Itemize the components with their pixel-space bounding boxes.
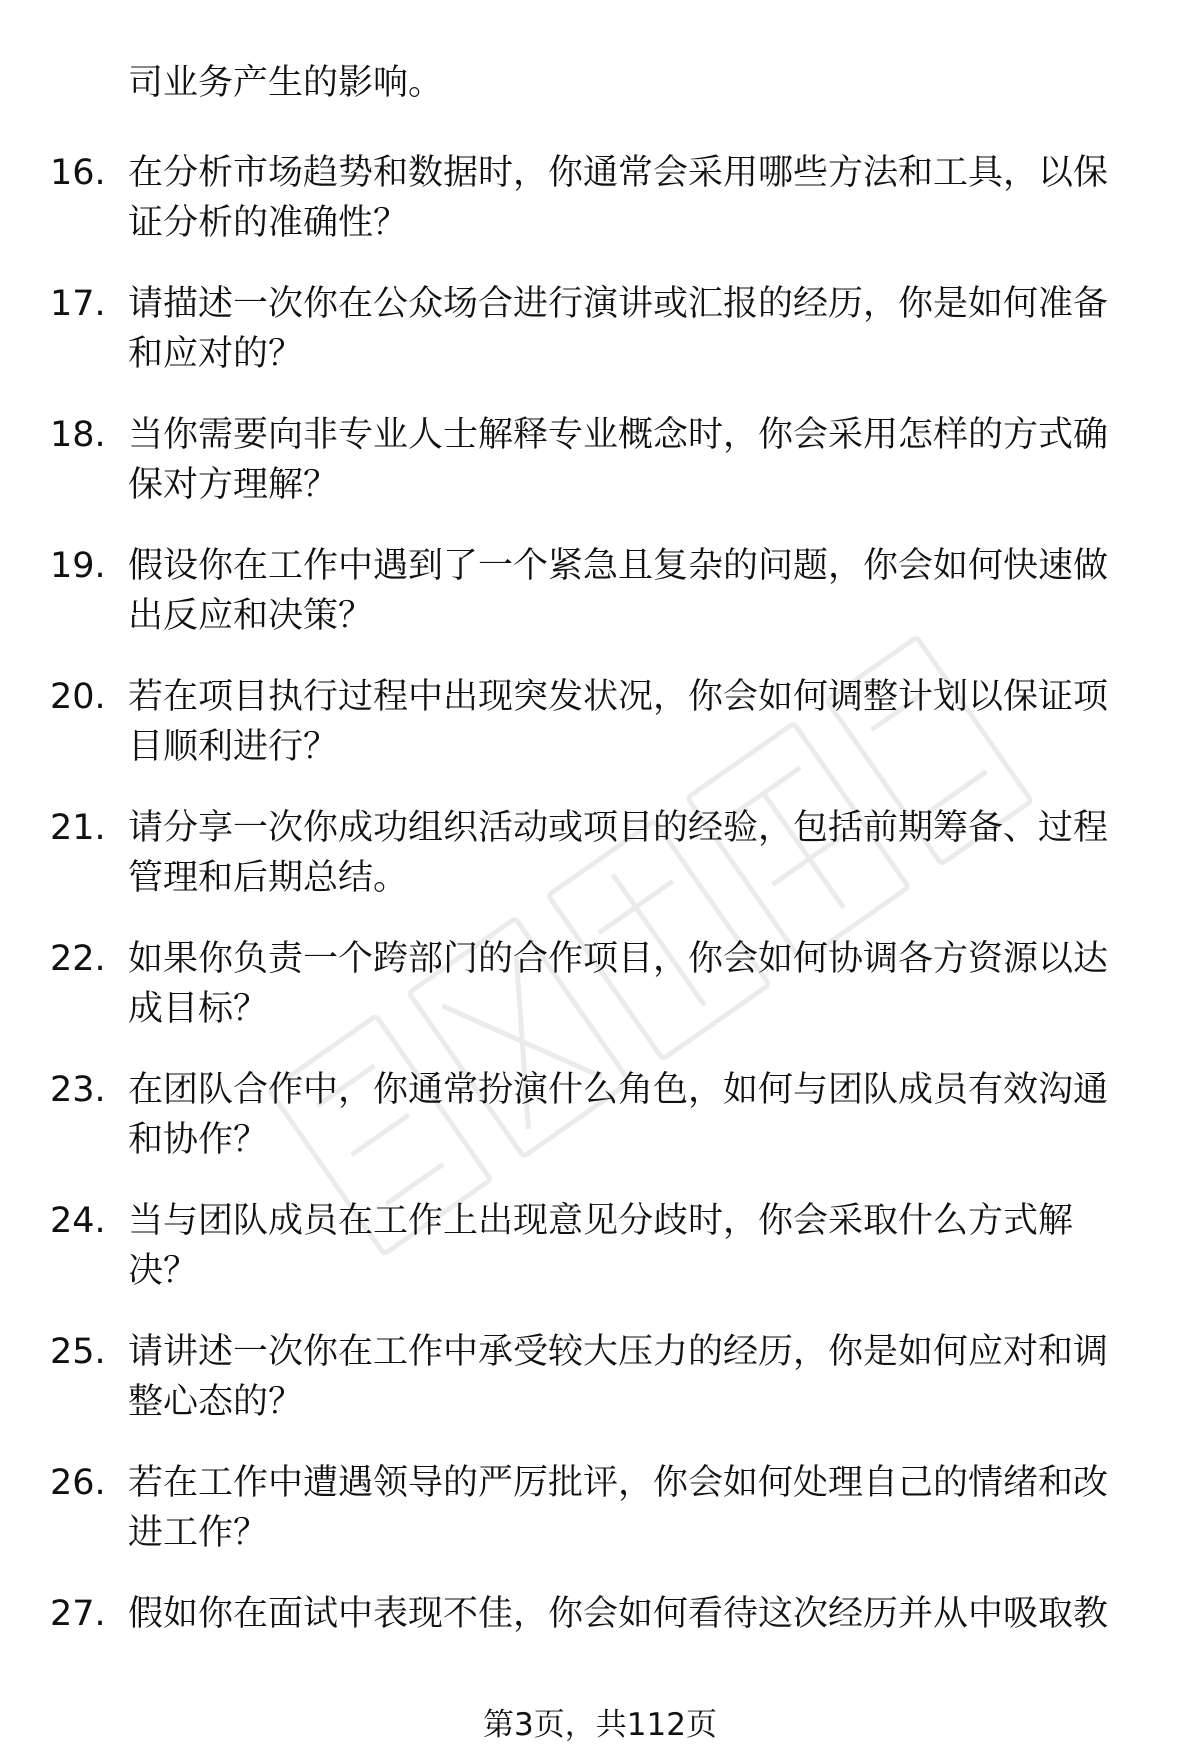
question-number: 22. [50, 939, 106, 979]
question-text-line: 当你需要向非专业人士解释专业概念时，你会采用怎样的方式确 [128, 415, 1109, 455]
question-text [128, 1327, 1140, 1427]
question-text [128, 279, 1140, 379]
question-text [128, 1589, 1140, 1639]
question-item [50, 279, 1150, 410]
continuation-text: 司业务产生的影响。 [128, 63, 444, 103]
question-text-line: 目顺利进行？ [128, 727, 339, 767]
question-number: 16. [50, 153, 106, 193]
question-number: 26. [50, 1463, 106, 1503]
question-text-line: 如果你负责一个跨部门的合作项目，你会如何协调各方资源以达 [128, 939, 1109, 979]
question-number: 18. [50, 415, 106, 455]
question-text [128, 148, 1140, 248]
question-item [50, 148, 1150, 279]
question-item [50, 1327, 1150, 1458]
question-text-line: 假设你在工作中遇到了一个紧急且复杂的问题，你会如何快速做 [128, 546, 1109, 586]
question-text-line: 和协作？ [128, 1120, 269, 1160]
question-text [128, 934, 1140, 1034]
question-number: 27. [50, 1594, 106, 1634]
question-text [128, 1065, 1140, 1165]
question-list [50, 148, 1150, 1720]
question-text-line: 和应对的？ [128, 334, 304, 374]
question-text-line: 假如你在面试中表现不佳，你会如何看待这次经历并从中吸取教 [128, 1594, 1109, 1634]
question-text-line: 请描述一次你在公众场合进行演讲或汇报的经历，你是如何准备 [128, 284, 1109, 324]
question-item [50, 1589, 1150, 1720]
question-number: 21. [50, 808, 106, 848]
question-text-line: 请分享一次你成功组织活动或项目的经验，包括前期筹备、过程 [128, 808, 1109, 848]
question-text [128, 803, 1140, 903]
question-item [50, 410, 1150, 541]
question-item [50, 1458, 1150, 1589]
question-text-line: 保对方理解？ [128, 465, 339, 505]
question-text-line: 在团队合作中，你通常扮演什么角色，如何与团队成员有效沟通 [128, 1070, 1109, 1110]
question-number: 20. [50, 677, 106, 717]
question-item [50, 803, 1150, 934]
question-text-line: 若在项目执行过程中出现突发状况，你会如何调整计划以保证项 [128, 677, 1109, 717]
question-number: 17. [50, 284, 106, 324]
question-text-line: 成目标？ [128, 989, 269, 1029]
question-text [128, 541, 1140, 641]
question-text-line: 若在工作中遭遇领导的严厉批评，你会如何处理自己的情绪和改 [128, 1463, 1109, 1503]
question-text-line: 出反应和决策？ [128, 596, 374, 636]
question-item [50, 541, 1150, 672]
question-text-line: 当与团队成员在工作上出现意见分歧时，你会采取什么方式解 [128, 1201, 1074, 1241]
question-text-line: 进工作？ [128, 1513, 269, 1553]
page-footer: 第3页，共112页 [483, 1707, 717, 1743]
question-item [50, 672, 1150, 803]
question-text-line: 请讲述一次你在工作中承受较大压力的经历，你是如何应对和调 [128, 1332, 1109, 1372]
question-text-line: 决？ [128, 1251, 199, 1291]
question-text-line: 整心态的？ [128, 1382, 304, 1422]
question-text [128, 672, 1140, 772]
question-item [50, 1065, 1150, 1196]
question-text-line: 在分析市场趋势和数据时，你通常会采用哪些方法和工具，以保 [128, 153, 1109, 193]
question-number: 23. [50, 1070, 106, 1110]
question-item [50, 934, 1150, 1065]
question-number: 19. [50, 546, 106, 586]
question-number: 25. [50, 1332, 106, 1372]
question-text [128, 410, 1140, 510]
question-number: 24. [50, 1201, 106, 1241]
question-text [128, 1458, 1140, 1558]
question-text-line: 管理和后期总结。 [128, 858, 409, 898]
question-text [128, 1196, 1140, 1296]
question-text-line: 证分析的准确性？ [128, 203, 409, 243]
question-item [50, 1196, 1150, 1327]
